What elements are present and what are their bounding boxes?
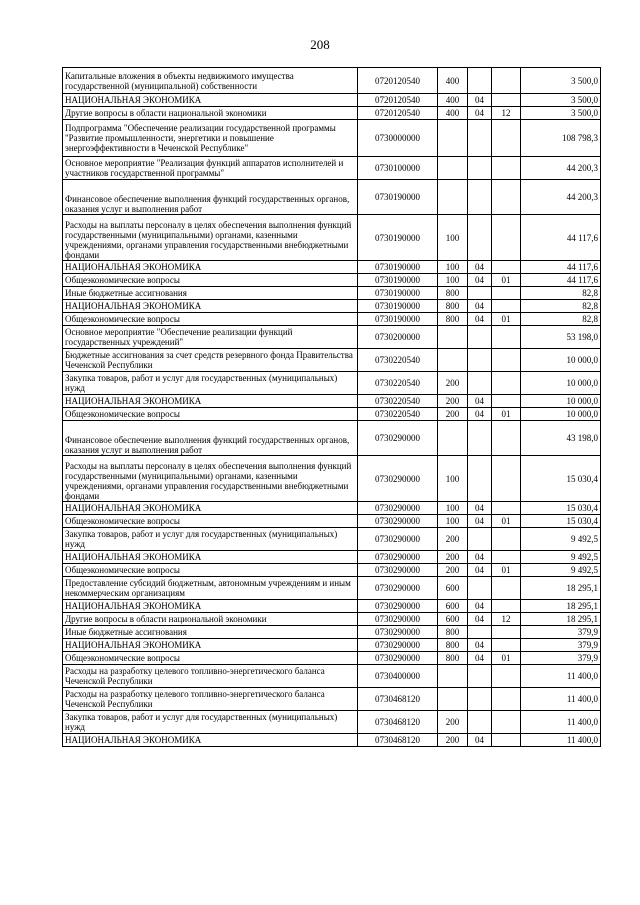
row-code-cell: 0730190000	[358, 180, 438, 215]
row-section-cell: 04	[468, 600, 492, 613]
row-expense-type-cell	[438, 120, 468, 157]
row-code-cell: 0730100000	[358, 157, 438, 180]
row-amount-cell: 44 117,6	[521, 215, 601, 261]
row-section-cell	[468, 665, 492, 688]
row-subsection-cell	[492, 395, 521, 408]
row-expense-type-cell	[438, 157, 468, 180]
row-amount-cell: 15 030,4	[521, 502, 601, 515]
row-section-cell	[468, 326, 492, 349]
table-row	[63, 372, 601, 395]
row-subsection-cell	[492, 577, 521, 600]
row-amount-cell: 9 492,5	[521, 528, 601, 551]
row-subsection-cell	[492, 180, 521, 215]
row-code-cell: 0730290000	[358, 639, 438, 652]
row-section-cell: 04	[468, 734, 492, 747]
table-row	[63, 711, 601, 734]
row-code-cell: 0730220540	[358, 395, 438, 408]
row-section-cell	[468, 577, 492, 600]
row-subsection-cell	[492, 157, 521, 180]
row-section-cell	[468, 349, 492, 372]
row-amount-cell: 9 492,5	[521, 551, 601, 564]
row-expense-type-cell	[438, 326, 468, 349]
row-subsection-cell	[492, 734, 521, 747]
row-subsection-cell: 01	[492, 652, 521, 665]
row-expense-type-cell	[438, 180, 468, 215]
row-expense-type-cell: 800	[438, 313, 468, 326]
row-section-cell	[468, 157, 492, 180]
row-subsection-cell: 12	[492, 613, 521, 626]
row-name-cell: Расходы на разработку целевого топливно-энергетического баланса Чеченской Республики	[63, 688, 358, 711]
budget-table	[62, 67, 601, 747]
row-section-cell: 04	[468, 107, 492, 120]
row-name-cell: Закупка товаров, работ и услуг для государственных (муниципальных) нужд	[63, 528, 358, 551]
row-section-cell	[468, 711, 492, 734]
row-amount-cell: 11 400,0	[521, 665, 601, 688]
row-expense-type-cell: 100	[438, 261, 468, 274]
row-amount-cell: 3 500,0	[521, 94, 601, 107]
row-subsection-cell	[492, 287, 521, 300]
row-code-cell: 0730190000	[358, 313, 438, 326]
row-subsection-cell	[492, 456, 521, 502]
row-code-cell: 0730290000	[358, 652, 438, 665]
row-name-cell: НАЦИОНАЛЬНАЯ ЭКОНОМИКА	[63, 395, 358, 408]
table-row	[63, 313, 601, 326]
row-section-cell: 04	[468, 395, 492, 408]
row-code-cell: 0730468120	[358, 688, 438, 711]
row-name-cell: НАЦИОНАЛЬНАЯ ЭКОНОМИКА	[63, 94, 358, 107]
row-name-cell: Основное мероприятие "Обеспечение реализации функций государственных учреждений"	[63, 326, 358, 349]
row-subsection-cell	[492, 528, 521, 551]
row-section-cell	[468, 456, 492, 502]
row-name-cell: Финансовое обеспечение выполнения функций государственных органов, оказания услуг и выполнения работ	[63, 180, 358, 215]
table-row	[63, 326, 601, 349]
row-name-cell: Подпрограмма "Обеспечение реализации государственной программы "Развитие промышленности, энергетики и повышение энергоэффективности в Чеченской Республике"	[63, 120, 358, 157]
row-code-cell: 0720120540	[358, 94, 438, 107]
row-amount-cell: 53 198,0	[521, 326, 601, 349]
row-expense-type-cell: 100	[438, 502, 468, 515]
table-row	[63, 551, 601, 564]
row-name-cell: НАЦИОНАЛЬНАЯ ЭКОНОМИКА	[63, 300, 358, 313]
row-code-cell: 0730290000	[358, 600, 438, 613]
row-name-cell: НАЦИОНАЛЬНАЯ ЭКОНОМИКА	[63, 261, 358, 274]
table-row	[63, 577, 601, 600]
row-name-cell: НАЦИОНАЛЬНАЯ ЭКОНОМИКА	[63, 600, 358, 613]
row-expense-type-cell: 800	[438, 626, 468, 639]
row-name-cell: Финансовое обеспечение выполнения функций государственных органов, оказания услуг и выполнения работ	[63, 421, 358, 456]
row-amount-cell: 3 500,0	[521, 107, 601, 120]
row-code-cell: 0730290000	[358, 502, 438, 515]
row-section-cell: 04	[468, 274, 492, 287]
row-subsection-cell	[492, 120, 521, 157]
row-expense-type-cell	[438, 665, 468, 688]
row-expense-type-cell	[438, 421, 468, 456]
row-expense-type-cell: 200	[438, 564, 468, 577]
row-code-cell: 0730290000	[358, 564, 438, 577]
row-subsection-cell	[492, 300, 521, 313]
row-name-cell: Основное мероприятие "Реализация функций аппаратов исполнителей и участников государственной программы"	[63, 157, 358, 180]
row-subsection-cell	[492, 551, 521, 564]
table-row	[63, 120, 601, 157]
row-section-cell	[468, 180, 492, 215]
row-amount-cell: 379,9	[521, 639, 601, 652]
row-name-cell: Предоставление субсидий бюджетным, автономным учреждениям и иным некоммерческим организациям	[63, 577, 358, 600]
row-code-cell: 0730290000	[358, 613, 438, 626]
table-row	[63, 456, 601, 502]
row-name-cell: Общеэкономические вопросы	[63, 652, 358, 665]
row-amount-cell: 11 400,0	[521, 688, 601, 711]
row-code-cell: 0730200000	[358, 326, 438, 349]
row-section-cell: 04	[468, 502, 492, 515]
row-expense-type-cell: 800	[438, 652, 468, 665]
row-subsection-cell: 01	[492, 564, 521, 577]
table-row	[63, 564, 601, 577]
table-row	[63, 688, 601, 711]
table-row	[63, 665, 601, 688]
row-name-cell: Иные бюджетные ассигнования	[63, 287, 358, 300]
row-subsection-cell	[492, 215, 521, 261]
row-subsection-cell	[492, 326, 521, 349]
row-expense-type-cell: 200	[438, 528, 468, 551]
row-name-cell: Общеэкономические вопросы	[63, 274, 358, 287]
row-code-cell: 0730290000	[358, 421, 438, 456]
row-code-cell: 0730290000	[358, 456, 438, 502]
row-section-cell: 04	[468, 564, 492, 577]
row-expense-type-cell	[438, 349, 468, 372]
table-row	[63, 639, 601, 652]
row-name-cell: Другие вопросы в области национальной экономики	[63, 107, 358, 120]
row-name-cell: НАЦИОНАЛЬНАЯ ЭКОНОМИКА	[63, 734, 358, 747]
row-amount-cell: 18 295,1	[521, 577, 601, 600]
table-row	[63, 349, 601, 372]
row-expense-type-cell: 600	[438, 613, 468, 626]
row-name-cell: НАЦИОНАЛЬНАЯ ЭКОНОМИКА	[63, 639, 358, 652]
row-code-cell: 0730290000	[358, 515, 438, 528]
row-section-cell	[468, 287, 492, 300]
row-subsection-cell	[492, 68, 521, 94]
row-name-cell: Капитальные вложения в объекты недвижимого имущества государственной (муниципальной) собственности	[63, 68, 358, 94]
row-code-cell: 0730190000	[358, 300, 438, 313]
row-subsection-cell	[492, 94, 521, 107]
table-row	[63, 68, 601, 94]
row-section-cell: 04	[468, 300, 492, 313]
row-amount-cell: 44 117,6	[521, 261, 601, 274]
row-code-cell: 0730290000	[358, 577, 438, 600]
table-row	[63, 734, 601, 747]
row-subsection-cell: 12	[492, 107, 521, 120]
row-section-cell	[468, 688, 492, 711]
row-amount-cell: 379,9	[521, 652, 601, 665]
row-code-cell: 0730190000	[358, 287, 438, 300]
row-subsection-cell: 01	[492, 515, 521, 528]
row-code-cell: 0730468120	[358, 734, 438, 747]
row-expense-type-cell: 200	[438, 372, 468, 395]
row-name-cell: НАЦИОНАЛЬНАЯ ЭКОНОМИКА	[63, 502, 358, 515]
row-section-cell	[468, 215, 492, 261]
row-name-cell: Закупка товаров, работ и услуг для государственных (муниципальных) нужд	[63, 372, 358, 395]
row-amount-cell: 44 117,6	[521, 274, 601, 287]
row-section-cell: 04	[468, 551, 492, 564]
row-amount-cell: 18 295,1	[521, 613, 601, 626]
row-name-cell: НАЦИОНАЛЬНАЯ ЭКОНОМИКА	[63, 551, 358, 564]
row-subsection-cell	[492, 349, 521, 372]
row-code-cell: 0730400000	[358, 665, 438, 688]
table-row	[63, 626, 601, 639]
row-expense-type-cell: 100	[438, 274, 468, 287]
row-code-cell: 0720120540	[358, 107, 438, 120]
row-subsection-cell: 01	[492, 408, 521, 421]
row-amount-cell: 379,9	[521, 626, 601, 639]
row-section-cell	[468, 626, 492, 639]
table-row	[63, 157, 601, 180]
row-amount-cell: 3 500,0	[521, 68, 601, 94]
row-expense-type-cell: 200	[438, 551, 468, 564]
row-section-cell	[468, 68, 492, 94]
table-row	[63, 613, 601, 626]
row-section-cell	[468, 372, 492, 395]
row-amount-cell: 82,8	[521, 287, 601, 300]
row-code-cell: 0730290000	[358, 626, 438, 639]
table-row	[63, 94, 601, 107]
row-subsection-cell	[492, 688, 521, 711]
table-row	[63, 515, 601, 528]
row-expense-type-cell: 400	[438, 94, 468, 107]
row-name-cell: Расходы на выплаты персоналу в целях обеспечения выполнения функций государственными (муниципальными) органами, казенными учреждениями, органами управления государственными внебюджетными фондами	[63, 215, 358, 261]
row-section-cell: 04	[468, 515, 492, 528]
row-expense-type-cell: 200	[438, 734, 468, 747]
row-expense-type-cell: 600	[438, 600, 468, 613]
table-row	[63, 408, 601, 421]
row-name-cell: Расходы на разработку целевого топливно-энергетического баланса Чеченской Республики	[63, 665, 358, 688]
page-number: 208	[310, 37, 330, 52]
row-expense-type-cell: 400	[438, 107, 468, 120]
row-name-cell: Общеэкономические вопросы	[63, 313, 358, 326]
row-amount-cell: 15 030,4	[521, 515, 601, 528]
row-section-cell: 04	[468, 613, 492, 626]
row-amount-cell: 10 000,0	[521, 408, 601, 421]
row-subsection-cell	[492, 626, 521, 639]
row-expense-type-cell: 400	[438, 68, 468, 94]
row-expense-type-cell	[438, 688, 468, 711]
row-expense-type-cell: 800	[438, 287, 468, 300]
row-amount-cell: 108 798,3	[521, 120, 601, 157]
row-code-cell: 0730000000	[358, 120, 438, 157]
row-name-cell: Общеэкономические вопросы	[63, 408, 358, 421]
row-code-cell: 0720120540	[358, 68, 438, 94]
row-section-cell: 04	[468, 261, 492, 274]
row-expense-type-cell: 100	[438, 456, 468, 502]
row-amount-cell: 82,8	[521, 313, 601, 326]
row-amount-cell: 10 000,0	[521, 395, 601, 408]
row-amount-cell: 15 030,4	[521, 456, 601, 502]
table-row	[63, 107, 601, 120]
table-row	[63, 652, 601, 665]
row-name-cell: Другие вопросы в области национальной экономики	[63, 613, 358, 626]
row-code-cell: 0730190000	[358, 261, 438, 274]
row-section-cell: 04	[468, 639, 492, 652]
row-subsection-cell: 01	[492, 274, 521, 287]
row-code-cell: 0730190000	[358, 215, 438, 261]
table-row	[63, 215, 601, 261]
row-section-cell	[468, 528, 492, 551]
row-name-cell: Общеэкономические вопросы	[63, 515, 358, 528]
row-expense-type-cell: 200	[438, 711, 468, 734]
table-row	[63, 395, 601, 408]
row-name-cell: Иные бюджетные ассигнования	[63, 626, 358, 639]
table-row	[63, 528, 601, 551]
row-amount-cell: 10 000,0	[521, 349, 601, 372]
row-expense-type-cell: 200	[438, 395, 468, 408]
row-amount-cell: 11 400,0	[521, 711, 601, 734]
row-amount-cell: 44 200,3	[521, 180, 601, 215]
row-subsection-cell	[492, 502, 521, 515]
row-expense-type-cell: 100	[438, 215, 468, 261]
row-amount-cell: 10 000,0	[521, 372, 601, 395]
table-body	[63, 68, 601, 747]
row-subsection-cell	[492, 372, 521, 395]
row-amount-cell: 82,8	[521, 300, 601, 313]
row-name-cell: Бюджетные ассигнования за счет средств резервного фонда Правительства Чеченской Республики	[63, 349, 358, 372]
row-subsection-cell: 01	[492, 313, 521, 326]
row-expense-type-cell: 100	[438, 515, 468, 528]
row-subsection-cell	[492, 261, 521, 274]
row-amount-cell: 18 295,1	[521, 600, 601, 613]
row-section-cell: 04	[468, 313, 492, 326]
row-code-cell: 0730220540	[358, 408, 438, 421]
row-section-cell: 04	[468, 652, 492, 665]
row-code-cell: 0730290000	[358, 528, 438, 551]
row-code-cell: 0730290000	[358, 551, 438, 564]
table-row	[63, 300, 601, 313]
row-expense-type-cell: 800	[438, 300, 468, 313]
row-expense-type-cell: 800	[438, 639, 468, 652]
row-subsection-cell	[492, 421, 521, 456]
row-subsection-cell	[492, 711, 521, 734]
row-section-cell: 04	[468, 94, 492, 107]
table-row	[63, 287, 601, 300]
row-subsection-cell	[492, 639, 521, 652]
row-section-cell: 04	[468, 408, 492, 421]
table-row	[63, 502, 601, 515]
row-subsection-cell	[492, 665, 521, 688]
row-code-cell: 0730468120	[358, 711, 438, 734]
table-row	[63, 421, 601, 456]
table-row	[63, 274, 601, 287]
row-section-cell	[468, 421, 492, 456]
row-amount-cell: 44 200,3	[521, 157, 601, 180]
row-code-cell: 0730220540	[358, 349, 438, 372]
row-subsection-cell	[492, 600, 521, 613]
row-code-cell: 0730190000	[358, 274, 438, 287]
table-row	[63, 261, 601, 274]
row-name-cell: Закупка товаров, работ и услуг для государственных (муниципальных) нужд	[63, 711, 358, 734]
row-section-cell	[468, 120, 492, 157]
row-expense-type-cell: 600	[438, 577, 468, 600]
row-name-cell: Расходы на выплаты персоналу в целях обеспечения выполнения функций государственными (муниципальными) органами, казенными учреждениями, органами управления государственными внебюджетными фондами	[63, 456, 358, 502]
row-amount-cell: 43 198,0	[521, 421, 601, 456]
table-row	[63, 180, 601, 215]
table-row	[63, 600, 601, 613]
row-amount-cell: 9 492,5	[521, 564, 601, 577]
row-code-cell: 0730220540	[358, 372, 438, 395]
row-expense-type-cell: 200	[438, 408, 468, 421]
row-name-cell: Общеэкономические вопросы	[63, 564, 358, 577]
row-amount-cell: 11 400,0	[521, 734, 601, 747]
